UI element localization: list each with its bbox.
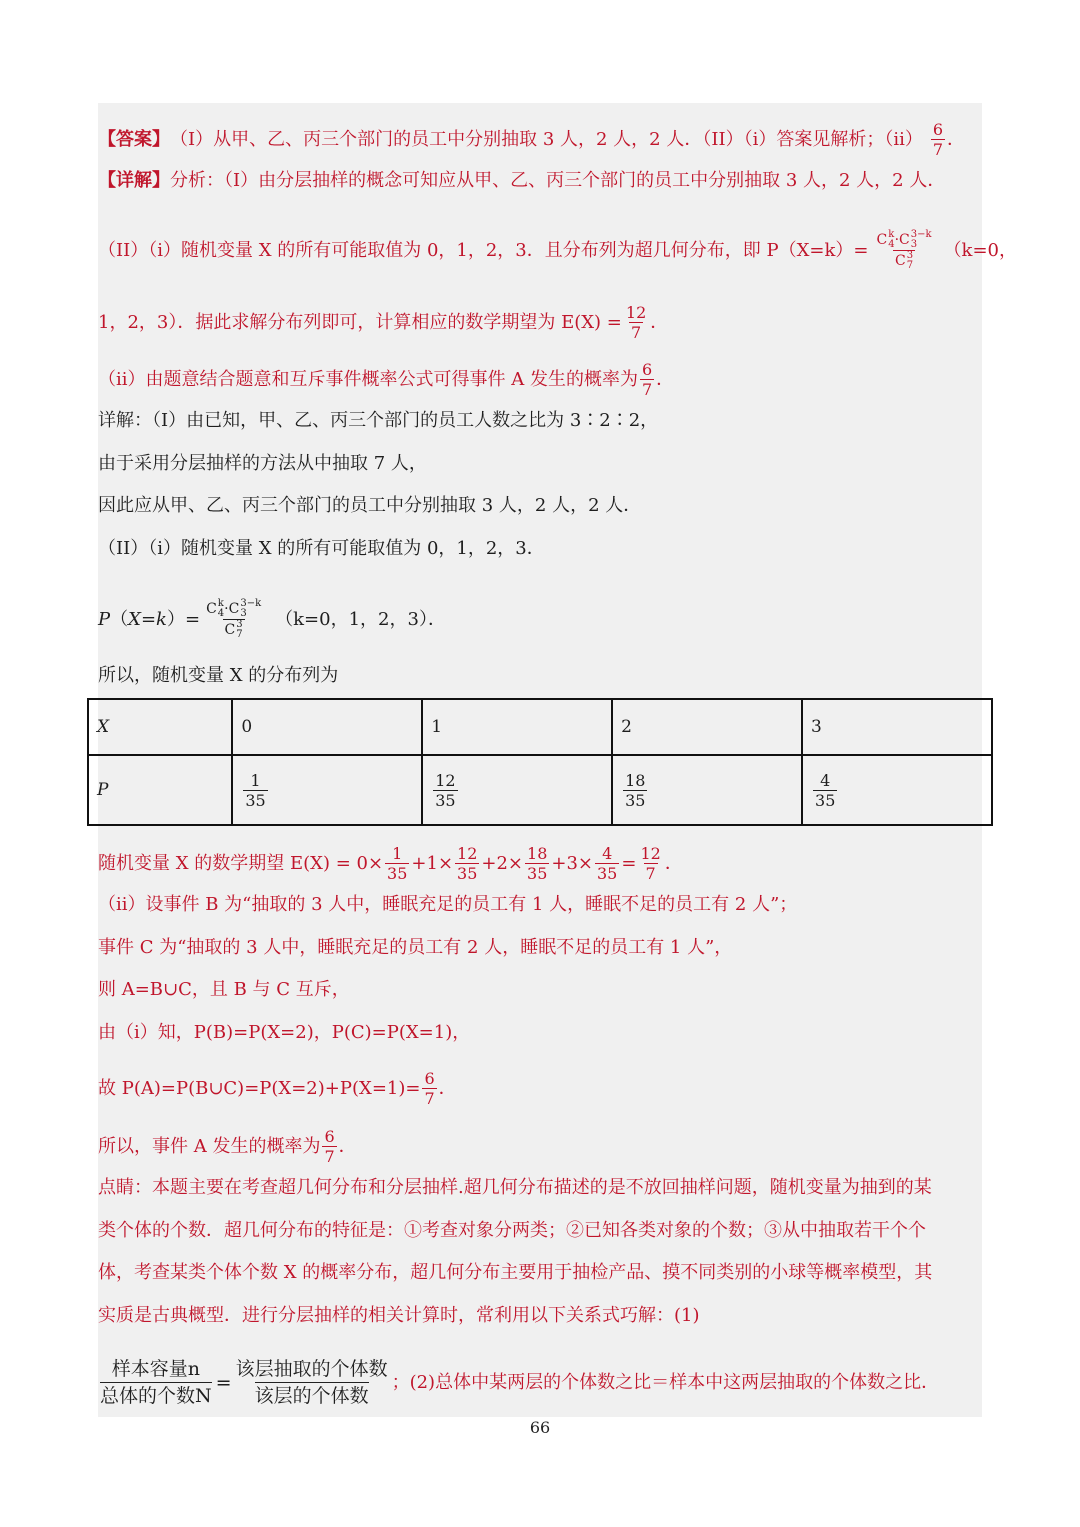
table-cell: 0 <box>232 699 422 755</box>
detail-tag: 【详解】 <box>98 170 170 191</box>
event-line-2: 事件 C 为“抽取的 3 人中，睡眠充足的员工有 2 人，睡眠不足的员工有 1 人”， <box>98 937 733 958</box>
event-line-6: 所以，事件 A 发生的概率为 $\frac{6}{7}$ ． <box>98 1127 357 1166</box>
event-line-1: （ii）设事件 B 为“抽取的 3 人中，睡眠充足的员工有 1 人，睡眠不足的员工有 2 人”； <box>98 894 798 915</box>
table-cell: $\frac{12}{35}$ <box>422 755 612 825</box>
distribution-table <box>87 698 993 826</box>
answer-tag: 【答案】 <box>98 128 170 150</box>
event-line-4: 由（i）知，P(B)=P(X=2)，P(C)=P(X=1)， <box>98 1022 471 1043</box>
event-line-3: 则 A=B∪C，且 B 与 C 互斥， <box>98 979 350 1000</box>
expectation-result: $\frac{12}{7}$ <box>640 844 661 883</box>
table-row <box>88 699 992 755</box>
answer-text: （I）从甲、乙、丙三个部门的员工中分别抽取 3 人，2 人，2 人．（II）（i）答案见解析；（ii） <box>170 128 923 150</box>
solution-line-6: 所以，随机变量 X 的分布列为 <box>98 665 339 686</box>
sampling-ratio-formula: $\frac{\text{样本容量n}}{\text{总体的个数N}}$ = $\frac{\text{该层抽取的个体数}}{\text{该层的个体数}}$ ；(2)总体中某两层的个体数之比＝样本中这两层抽取的个体数之比． <box>100 1358 940 1407</box>
table-cell: $\frac{18}{35}$ <box>612 755 802 825</box>
table-cell: 3 <box>802 699 992 755</box>
analysis-expectation-line: 1，2，3）．据此求解分布列即可，计算相应的数学期望为 E(X) = $\frac{12}{7}$ ． <box>98 303 669 342</box>
solution-line-2: 由于采用分层抽样的方法从中抽取 7 人， <box>98 453 427 474</box>
expectation-fraction: $\frac{12}{7}$ <box>625 303 647 342</box>
solution-formula-line: P（X=k）= C k 4 ·C 3−k 3 C 3 7 （k=0，1，2，3）． <box>98 598 446 640</box>
table-row <box>88 755 992 825</box>
answer-fraction: $\frac{6}{7}$ <box>932 120 944 159</box>
detail-text: 分析：（I）由分层抽样的概念可知应从甲、乙、丙三个部门的员工中分别抽取 3 人，2 人，2 人． <box>170 170 946 191</box>
table-cell: 2 <box>612 699 802 755</box>
table-cell: $\frac{1}{35}$ <box>232 755 422 825</box>
analysis-probability-line: （ii）由题意结合题意和互斥事件概率公式可得事件 A 发生的概率为 $\frac{6}{7}$ ． <box>98 360 675 399</box>
comment-line-1: 点睛：本题主要在考查超几何分布和分层抽样.超几何分布描述的是不放回抽样问题，随机变量为抽到的某 <box>98 1177 932 1198</box>
detail-head-line <box>98 169 945 193</box>
table-cell: $\frac{4}{35}$ <box>802 755 992 825</box>
solution-line-4: （II）（i）随机变量 X 的所有可能取值为 0，1，2，3． <box>98 538 545 559</box>
comment-line-4: 实质是古典概型．进行分层抽样的相关计算时，常利用以下关系式巧解：(1) <box>98 1305 700 1326</box>
table-cell: P <box>88 755 232 825</box>
sample-ratio-fraction: $\frac{\text{样本容量n}}{\text{总体的个数N}}$ <box>100 1358 212 1407</box>
comment-line-2: 类个体的个数．超几何分布的特征是：①考查对象分两类；②已知各类对象的个数；③从中抽取若干个个 <box>98 1220 926 1241</box>
analysis-distribution-line: （II）（i）随机变量 X 的所有可能取值为 0，1，2，3．且分布列为超几何分布，即 P（X=k）= C k 4 ·C 3−k 3 C 3 7 （k=0， <box>98 229 1018 271</box>
answer-line: 【答案】 （I）从甲、乙、丙三个部门的员工中分别抽取 3 人，2 人，2 人．（II）（i）答案见解析；（ii） $\frac{6}{7}$ ． <box>98 120 966 159</box>
layer-ratio-fraction: $\frac{\text{该层抽取的个体数}}{\text{该层的个体数}}$ <box>235 1358 388 1407</box>
comment-line-3: 体，考查某类个体个数 X 的概率分布，超几何分布主要用于抽检产品、摸不同类别的小球等概率模型，其 <box>98 1262 933 1283</box>
expectation-line: 随机变量 X 的数学期望 E(X) = 0× $\frac{1}{35}$ +1× $\frac{12}{35}$ +2× $\frac{18}{35}$ +3× $\frac{4}{35}$ = $\frac{12}{7}$ ． <box>98 844 683 883</box>
table-cell: 1 <box>422 699 612 755</box>
solution-line-1: 详解：（I）由已知，甲、乙、丙三个部门的员工人数之比为 3∶2∶2， <box>98 410 659 431</box>
hypergeometric-formula: C k 4 ·C 3−k 3 C 3 7 <box>876 229 932 271</box>
solution-hypergeometric-formula: C k 4 ·C 3−k 3 C 3 7 <box>206 598 262 640</box>
table-cell: X <box>88 699 232 755</box>
solution-line-3: 因此应从甲、乙、丙三个部门的员工中分别抽取 3 人，2 人，2 人． <box>98 495 642 516</box>
probability-fraction: $\frac{6}{7}$ <box>641 360 653 399</box>
page-number: 66 <box>529 1418 551 1437</box>
event-line-5: 故 P(A)=P(B∪C)=P(X=2)+P(X=1)= $\frac{6}{7}$ ． <box>98 1069 457 1108</box>
